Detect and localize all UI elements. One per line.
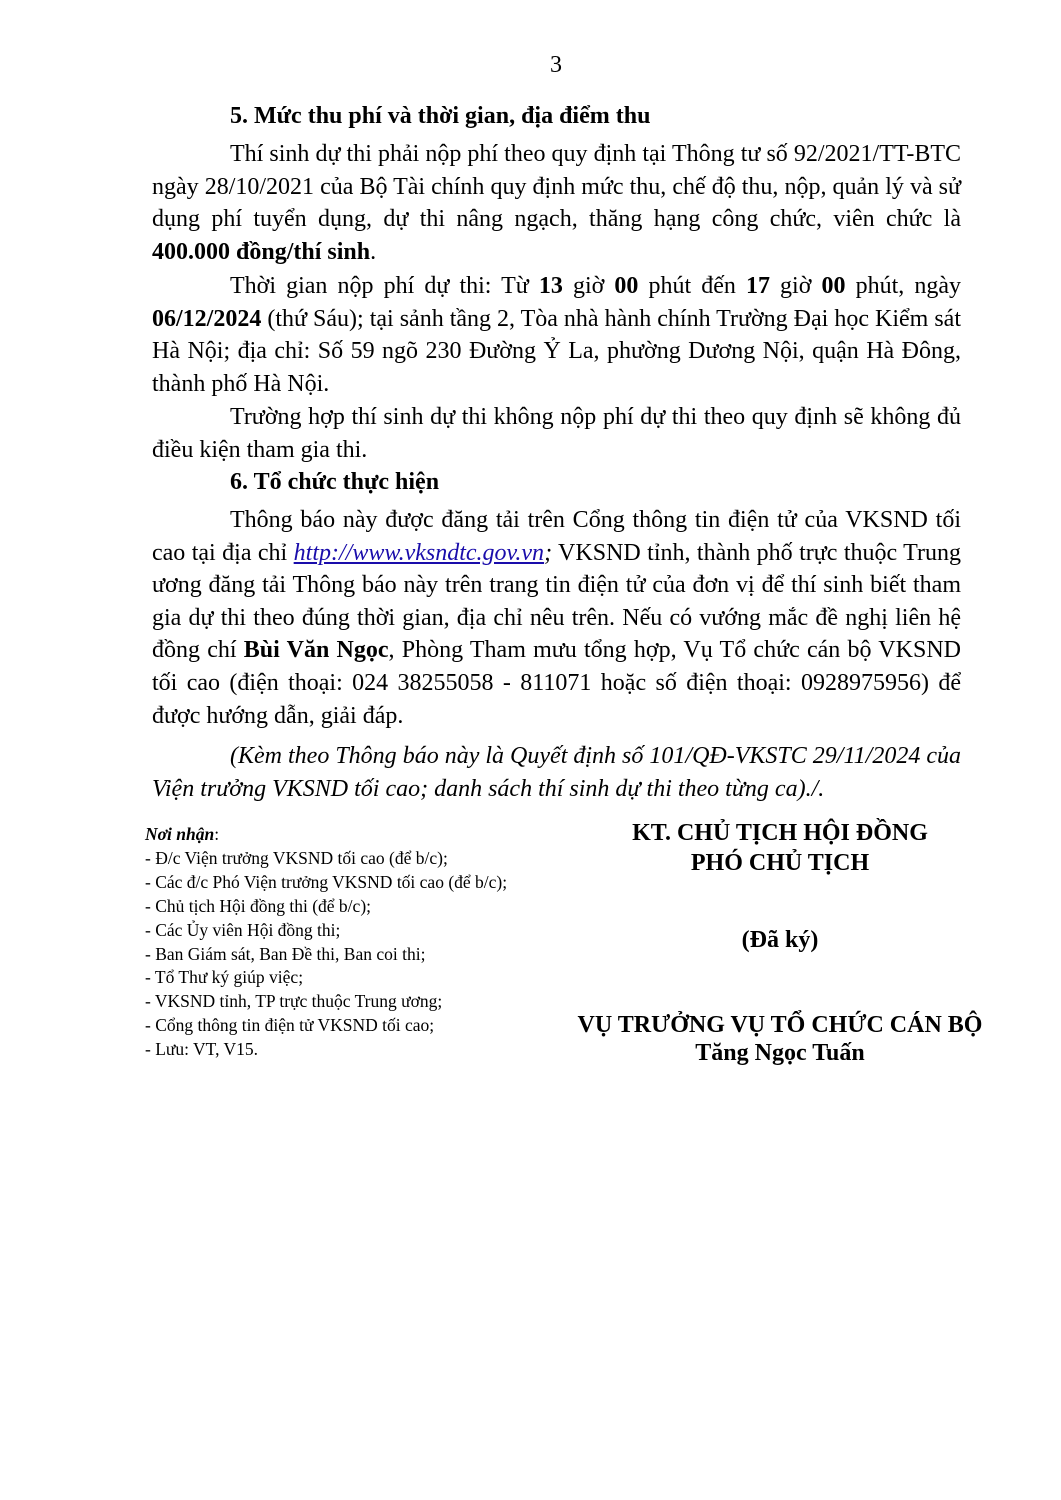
time-text-a: Thời gian nộp phí dự thi: Từ <box>230 273 539 299</box>
end-minute: 00 <box>821 273 846 299</box>
time-text-b: giờ <box>562 273 615 299</box>
signed-mark: (Đã ký) <box>741 927 819 953</box>
non-payment-paragraph: Trường hợp thí sinh dự thi không nộp phí dự thi theo quy định sẽ không đủ điều kiện tham gia thi. <box>152 404 961 463</box>
fee-paragraph <box>152 138 961 268</box>
fee-amount: 400.000 đồng/thí sinh <box>152 238 371 265</box>
implementation-paragraph <box>152 504 961 732</box>
signer-name: Tăng Ngọc Tuấn <box>695 1040 865 1066</box>
portal-link[interactable]: http://www.vksndtc.gov.vn <box>293 539 545 566</box>
recipient-item: - Cổng thông tin điện tử VKSND tối cao; <box>145 1015 435 1036</box>
time-text-c: phút đến <box>638 273 746 299</box>
time-text-d: giờ <box>769 273 822 299</box>
start-minute: 00 <box>614 273 639 299</box>
recipient-item: - Lưu: VT, V15. <box>145 1039 259 1060</box>
signature-authority: KT. CHỦ TỊCH HỘI ĐỒNG <box>632 820 928 846</box>
recipients-colon: : <box>214 824 220 844</box>
signer-position: VỤ TRƯỞNG VỤ TỔ CHỨC CÁN BỘ <box>577 1012 983 1038</box>
recipient-item: - Chủ tịch Hội đồng thi (để b/c); <box>145 895 372 916</box>
signature-title: PHÓ CHỦ TỊCH <box>690 850 870 876</box>
payment-date: 06/12/2024 <box>152 305 262 332</box>
recipient-item: - Các đ/c Phó Viện trưởng VKSND tối cao (để b/c); <box>145 871 508 892</box>
recipient-item: - Ban Giám sát, Ban Đề thi, Ban coi thi; <box>145 943 426 964</box>
section-6-heading: 6. Tổ chức thực hiện <box>230 469 440 495</box>
fee-text: Thí sinh dự thi phải nộp phí theo quy định tại Thông tư số 92/2021/TT-BTC ngày 28/10/2021 của Bộ Tài chính quy định mức thu, chế độ thu, nộp, quản lý và sử dụng phí tuyển dụng, dự thi nâng ngạch, thăng hạng công chức, viên chức là <box>152 141 961 233</box>
end-hour: 17 <box>745 273 770 299</box>
recipients-title: Nơi nhận <box>145 824 215 844</box>
page-number: 3 <box>550 52 562 78</box>
recipient-item: - Đ/c Viện trưởng VKSND tối cao (để b/c); <box>145 847 448 868</box>
impl-semicolon: ; <box>544 539 553 566</box>
start-hour: 13 <box>538 273 563 299</box>
time-text-f: (thứ Sáu); tại sảnh tầng 2, Tòa nhà hành chính Trường Đại học Kiểm sát Hà Nội; địa chỉ: Số 59 ngõ 230 Đường Ỷ La, phường Dương Nội, quận Hà Đông, thành phố Hà Nội. <box>152 305 961 397</box>
impl-text-b: VKSND tỉnh, thành phố trực thuộc Trung ương đăng tải Thông báo này trên trang tin điện tử của đơn vị để thí sinh biết tham gia dự thi theo đúng thời gian, địa chỉ nêu trên. Nếu có vướng mắc đề nghị liên hệ đồng chí <box>152 539 961 664</box>
time-text-e: phút, ngày <box>845 273 961 299</box>
recipients-title-line <box>145 823 585 847</box>
contact-name: Bùi Văn Ngọc <box>243 637 389 664</box>
fee-end: . <box>370 238 377 265</box>
recipient-item: - Tổ Thư ký giúp việc; <box>145 967 304 988</box>
section-5-heading: 5. Mức thu phí và thời gian, địa điểm thu <box>230 103 651 129</box>
recipient-item: - VKSND tỉnh, TP trực thuộc Trung ương; <box>145 991 443 1012</box>
impl-text-a: Thông báo này được đăng tải trên Cổng thông tin điện tử của VKSND tối cao tại địa chỉ <box>152 507 961 566</box>
recipients-block <box>145 823 585 1062</box>
recipient-item: - Các Ủy viên Hội đồng thi; <box>145 919 341 940</box>
payment-time-paragraph <box>152 270 961 400</box>
attachment-note: (Kèm theo Thông báo này là Quyết định số 101/QĐ-VKSTC 29/11/2024 của Viện trưởng VKSND tối cao; danh sách thí sinh dự thi theo từng ca)./. <box>152 743 961 802</box>
impl-text-c: , Phòng Tham mưu tổng hợp, Vụ Tổ chức cán bộ VKSND tối cao (điện thoại: 024 38255058 - 811071 hoặc số điện thoại: 0928975956) để được hướng dẫn, giải đáp. <box>152 637 961 729</box>
